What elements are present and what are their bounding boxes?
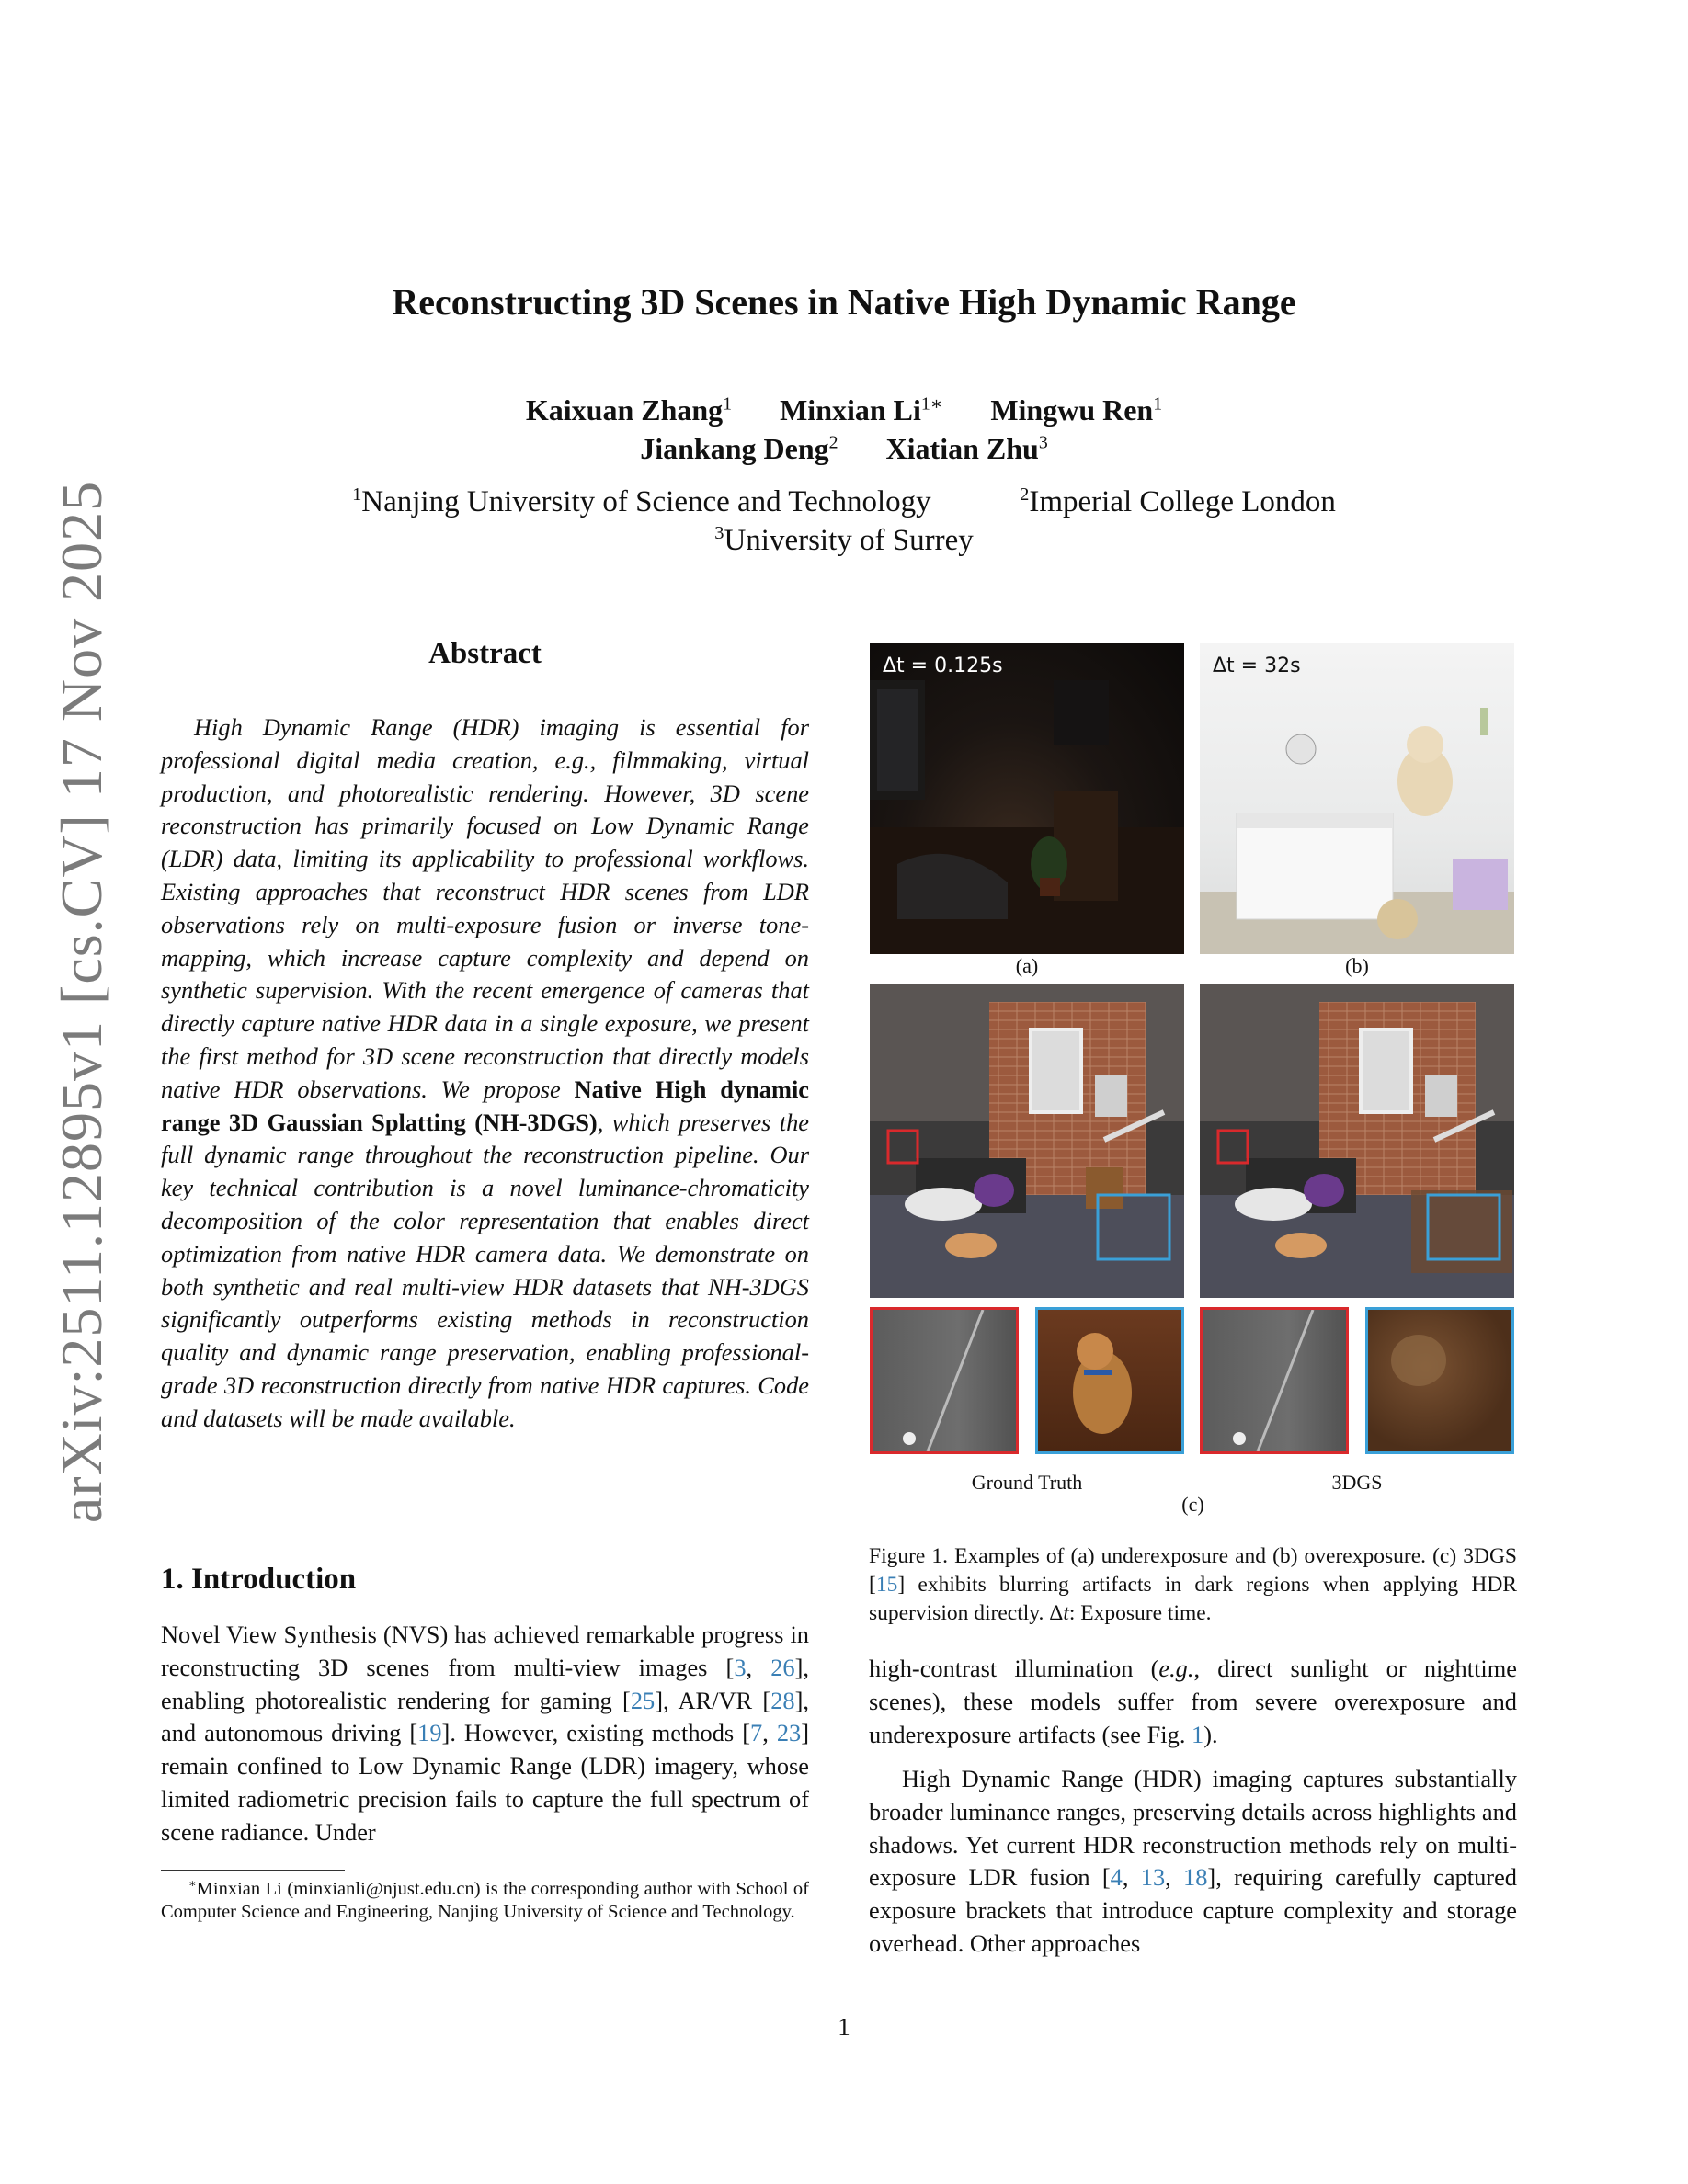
authors-line-1	[0, 393, 1688, 427]
arxiv-stamp: arXiv:2511.12895v1 [cs.CV] 17 Nov 2025	[49, 480, 114, 1524]
abstract-body: High Dynamic Range (HDR) imaging is essential for professional digital media creation, e.g., filmmaking, virtual production, and photorealistic rendering. However, 3D scene reconstruction has primarily focused on Low Dynamic Range (LDR) data, limiting its applicability to professional workflows. Existing approaches that reconstruct HDR scenes from LDR observations rely on multi-exposure fusion or inverse tone-mapping, which increase capture complexity and depend on synthetic supervision. With the recent emergence of cameras that directly capture native HDR data in a single exposure, we present the first method for 3D scene reconstruction that directly models native HDR observations. We propose Native High dynamic range 3D Gaussian Splatting (NH-3DGS), which preserves the full dynamic range throughout the reconstruction pipeline. Our key technical contribution is a novel luminance-chromaticity decomposition of the color representation that enables direct optimization from native HDR camera data. We demonstrate on both synthetic and real multi-view HDR datasets that NH-3DGS significantly outperforms existing methods in reconstruction quality and dynamic range preservation, enabling professional-grade 3D reconstruction directly from native HDR captures. Code and datasets will be made available.	[161, 713, 809, 1432]
author-name: Kaixuan Zhang$^1$	[525, 393, 733, 427]
author-name: Xiatian Zhu$^3$	[885, 432, 1048, 465]
citation-link[interactable]: 19	[417, 1719, 442, 1747]
crop-3dgs-red	[1200, 1307, 1349, 1454]
method-label: 3DGS	[1331, 1471, 1383, 1494]
citation-link[interactable]: 7	[750, 1719, 763, 1747]
ground-truth-label: Ground Truth	[971, 1471, 1083, 1494]
intro-paragraph-1: Novel View Synthesis (NVS) has achieved remarkable progress in reconstructing 3D scenes from multi-view images [3, 26], enabling photorealistic rendering for gaming [25], AR/VR [28], and autonomous driving [19]. However, existing methods [7, 23] remain confined to Low Dynamic Range (LDR) imagery, whose limited radiometric precision fails to capture the full spectrum of scene radiance. Under	[161, 1621, 809, 1846]
abstract-heading: Abstract	[428, 637, 542, 670]
exposure-time-label: Δt = 32s	[1213, 654, 1301, 677]
crop-ground-truth-blue	[1035, 1307, 1184, 1454]
footnote-rule	[161, 1870, 345, 1871]
section-heading-introduction: 1. Introduction	[161, 1563, 357, 1596]
affiliations-line-1	[0, 485, 1688, 519]
paper-title: Reconstructing 3D Scenes in Native High Dynamic Range	[392, 281, 1296, 323]
living-room-ground-truth-image	[870, 984, 1184, 1298]
figure-1	[869, 643, 1517, 1517]
intro-paragraph-right-2: High Dynamic Range (HDR) imaging captures substantially broader luminance ranges, preserving details across highlights and shadows. Yet current HDR reconstruction methods rely on multi-exposure LDR fusion [4, 13, 18], requiring carefully captured exposure brackets that introduce capture complexity and storage overhead. Other approaches	[869, 1765, 1517, 1957]
affiliation: $^3$University of Surrey	[714, 523, 974, 557]
crop-detail-image	[873, 1310, 1016, 1451]
crop-ground-truth-red	[870, 1307, 1019, 1454]
subfigure-label-b: (b)	[1345, 954, 1369, 977]
underexposed-room-image	[870, 643, 1184, 954]
intro-paragraph-right-1: high-contrast illumination (e.g., direct sunlight or nighttime scenes), these models suffer from severe overexposure and underexposure artifacts (see Fig. 1).	[869, 1655, 1517, 1748]
figure-panel-underexposure	[870, 643, 1184, 954]
author-name: Minxian $Li^{1∗}$	[780, 393, 943, 427]
affiliations-line-2	[0, 524, 1688, 558]
subfigure-label-c: (c)	[1181, 1493, 1204, 1516]
citation-link[interactable]: 4	[1110, 1863, 1123, 1892]
author-name: Mingwu Ren$^1$	[990, 393, 1163, 427]
citation-link[interactable]: 13	[1140, 1863, 1166, 1892]
citation-link[interactable]: 15	[875, 1573, 898, 1597]
citation-link[interactable]: 26	[770, 1653, 795, 1681]
dog-crop-image	[1038, 1310, 1181, 1451]
affiliation: $^1$Nanjing University of Science and Technology	[352, 484, 931, 518]
crop-3dgs-blue	[1365, 1307, 1514, 1454]
figure-panel-3dgs	[1200, 984, 1514, 1298]
affiliation: $^2$Imperial College London	[1020, 484, 1336, 518]
citation-link[interactable]: 25	[630, 1686, 656, 1714]
citation-link[interactable]: 18	[1183, 1863, 1208, 1892]
subfigure-label-a: (a)	[1015, 954, 1039, 977]
citation-link[interactable]: 23	[776, 1719, 802, 1747]
page-number: 1	[838, 2013, 850, 2041]
citation-link[interactable]: 28	[770, 1686, 795, 1714]
figure-link[interactable]: 1	[1192, 1720, 1204, 1748]
figure-panel-overexposure	[1200, 643, 1514, 954]
overexposed-room-image	[1200, 643, 1514, 954]
figure-1-caption: Figure 1. Examples of (a) underexposure and (b) overexposure. (c) 3DGS [15] exhibits blurring artifacts in dark regions when applying HDR supervision directly. Δt: Exposure time.	[869, 1544, 1517, 1625]
figure-panel-ground-truth	[870, 984, 1184, 1298]
living-room-3dgs-image	[1200, 984, 1514, 1298]
author-name: Jiankang Deng$^2$	[640, 432, 838, 465]
blurred-dog-crop-image	[1368, 1310, 1511, 1451]
crop-detail-image	[1203, 1310, 1346, 1451]
authors-line-2	[0, 432, 1688, 466]
citation-link[interactable]: 3	[734, 1653, 747, 1681]
footnote: ∗Minxian Li (minxianli@njust.edu.cn) is the corresponding author with School of Computer Science and Engineering, Nanjing University of Science and Technology.	[161, 1877, 809, 1922]
exposure-time-label: Δt = 0.125s	[883, 654, 1003, 677]
